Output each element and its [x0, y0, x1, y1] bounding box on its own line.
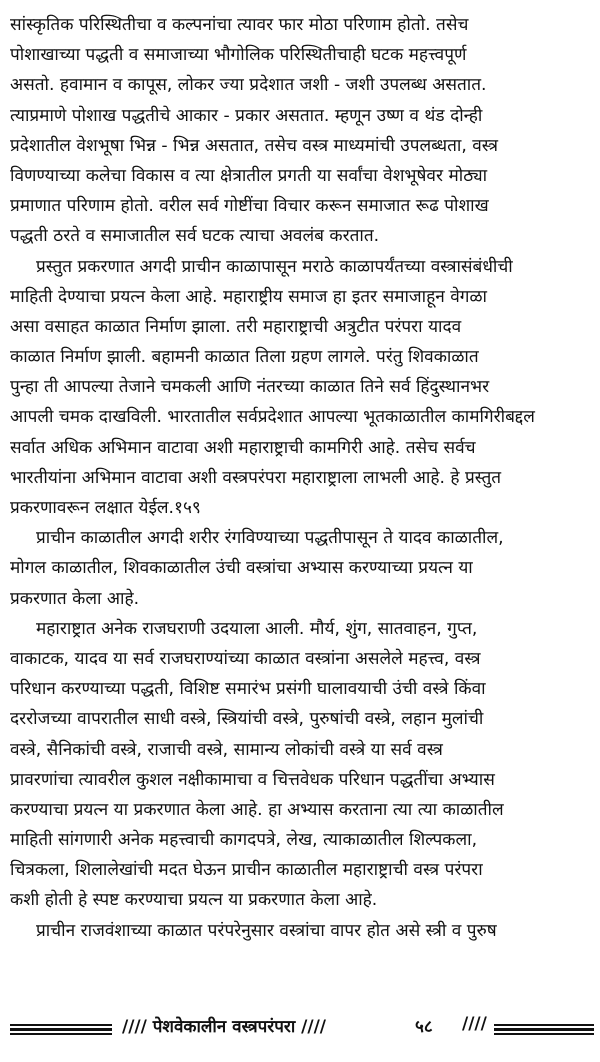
text-line: आपली चमक दाखविली. भारतातील सर्वप्रदेशात आपल्या भूतकाळातील कामगिरीबद्दल	[10, 407, 535, 428]
text-line: प्रकरणावरून लक्षात येईल.१५९	[10, 498, 201, 518]
text-line: विणण्याच्या कलेचा विकास व त्या क्षेत्रातील प्रगती या सर्वांचा वेशभूषेवर मोठ्या	[10, 165, 488, 186]
text-line: त्याप्रमाणे पोशाख पद्धतीचे आकार - प्रकार असतात. म्हणून उष्ण व थंड दोन्ही	[10, 105, 483, 126]
text-line: मोगल काळातील, शिवकाळातील उंची वस्त्रांचा अभ्यास करण्याच्या प्रयत्न या	[10, 558, 473, 579]
document-page	[10, 10, 592, 946]
text-line: प्रावरणांचा त्यावरील कुशल नक्षीकामाचा व चित्तवेधक परिधान पद्धतींचा अभ्यास	[10, 769, 495, 790]
footer-rule-right	[494, 1024, 594, 1036]
text-line: महाराष्ट्रात अनेक राजघराणी उदयाला आली. मौर्य, शुंग, सातवाहन, गुप्त,	[36, 618, 478, 639]
text-line: असा वसाहत काळात निर्माण झाला. तरी महाराष्ट्राची अत्रुटीत परंपरा यादव	[10, 316, 462, 337]
page-number: ५८	[415, 1017, 433, 1037]
footer-title: //// पेशवेकालीन वस्त्रपरंपरा ////	[122, 1017, 326, 1037]
text-line: वस्त्रे, सैनिकांची वस्त्रे, राजाची वस्त्रे, सामान्य लोकांची वस्त्रे या सर्व वस्त्र	[10, 739, 443, 760]
text-line: कशी होती हे स्पष्ट करण्याचा प्रयत्न या प्रकरणात केला आहे.	[10, 890, 378, 911]
page-footer	[10, 1010, 592, 1050]
text-line: करण्याचा प्रयत्न या प्रकरणात केला आहे. हा अभ्यास करताना त्या त्या काळातील	[10, 799, 504, 820]
footer-slashes-right: ////	[462, 1014, 487, 1034]
text-line: पोशाखाच्या पद्धती व समाजाच्या भौगोलिक परिस्थितीचाही घटक महत्त्वपूर्ण	[10, 45, 467, 66]
text-line: प्रस्तुत प्रकरणात अगदी प्राचीन काळापासून मराठे काळापर्यंतच्या वस्त्रासंबंधीची	[36, 256, 513, 277]
text-line: सांस्कृतिक परिस्थितीचा व कल्पनांचा त्यावर फार मोठा परिणाम होतो. तसेच	[10, 15, 469, 35]
text-line: प्रदेशातील वेशभूषा भिन्न - भिन्न असतात, तसेच वस्त्र माध्यमांची उपलब्धता, वस्त्र	[10, 135, 498, 156]
text-line: प्राचीन काळातील अगदी शरीर रंगविण्याच्या पद्धतीपासून ते यादव काळातील,	[36, 528, 504, 549]
body-text	[10, 10, 592, 946]
text-line: वाकाटक, यादव या सर्व राजघराण्यांच्या काळात वस्त्रांना असलेले महत्त्व, वस्त्र	[10, 648, 481, 669]
text-line: काळात निर्माण झाली. बहामनी काळात तिला ग्रहण लागले. परंतु शिवकाळात	[10, 347, 479, 368]
text-line: प्राचीन राजवंशाच्या काळात परंपरेनुसार वस्त्रांचा वापर होत असे स्त्री व पुरुष	[36, 920, 497, 941]
text-line: दररोजच्या वापरातील साधी वस्त्रे, स्त्रियांची वस्त्रे, पुरुषांची वस्त्रे, लहान मुलांची	[10, 709, 484, 730]
text-line: पद्धती ठरते व समाजातील सर्व घटक त्याचा अवलंब करतात.	[10, 226, 380, 247]
text-line: असतो. हवामान व कापूस, लोकर ज्या प्रदेशात जशी - जशी उपलब्ध असतात.	[10, 75, 487, 96]
text-line: परिधान करण्याच्या पद्धती, विशिष्ट समारंभ प्रसंगी घालावयाची उंची वस्त्रे किंवा	[10, 679, 486, 700]
text-line: माहिती देण्याचा प्रयत्न केला आहे. महाराष्ट्रीय समाज हा इतर समाजाहून वेगळा	[10, 286, 487, 307]
text-line: माहिती सांगणारी अनेक महत्त्वाची कागदपत्रे, लेख, त्याकाळातील शिल्पकला,	[10, 830, 478, 851]
text-line: भारतीयांना अभिमान वाटावा अशी वस्त्रपरंपरा महाराष्ट्राला लाभली आहे. हे प्रस्तुत	[10, 467, 502, 488]
text-line: प्रकरणात केला आहे.	[10, 588, 140, 609]
text-line: चित्रकला, शिलालेखांची मदत घेऊन प्राचीन काळातील महाराष्ट्राची वस्त्र परंपरा	[10, 860, 483, 881]
text-line: प्रमाणात परिणाम होतो. वरील सर्व गोष्टींचा विचार करून समाजात रूढ पोशाख	[10, 196, 489, 217]
text-line: पुन्हा ती आपल्या तेजाने चमकली आणि नंतरच्या काळात तिने सर्व हिंदुस्थानभर	[10, 377, 490, 398]
text-line: सर्वात अधिक अभिमान वाटावा अशी महाराष्ट्राची कामगिरी आहे. तसेच सर्वच	[10, 437, 476, 458]
footer-rule-left	[10, 1024, 112, 1036]
